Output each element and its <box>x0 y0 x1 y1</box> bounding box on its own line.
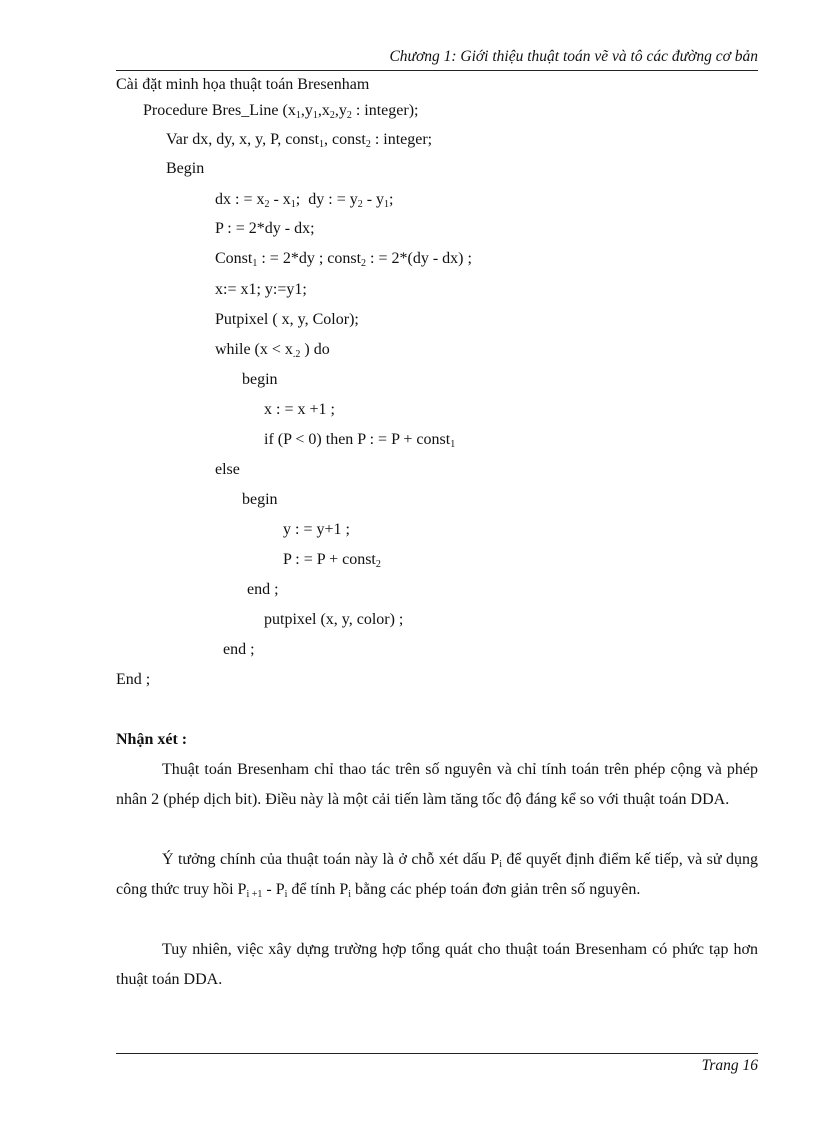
code-line-else: else <box>215 461 240 478</box>
code-line-if: if (P < 0) then P : = P + const$_1$ <box>264 431 456 450</box>
code-line-dx-dy: dx : = $x_2 - x_1$; dy : = $y_2 - y_1$; <box>215 191 394 210</box>
remarks-heading: Nhận xét : <box>116 731 188 748</box>
footer-divider <box>116 1053 758 1054</box>
remarks-paragraph-1: Thuật toán Bresenham chỉ thao tác trên số nguyên và chỉ tính toán trên phép cộng và phép nhân 2 (phép dịch bit). Điều này là một cải tiến làm tăng tốc độ đáng kể so với thuật toán DDA. <box>116 761 758 808</box>
code-intro: Cài đặt minh họa thuật toán Bresenham <box>116 76 370 93</box>
code-line-begin-2: begin <box>242 371 278 388</box>
code-line-p-update: P : = P + const$_2$ <box>283 551 381 570</box>
code-line-x-inc: x : = x +1 ; <box>264 401 335 418</box>
code-line-consts: Const$_1$ : = 2*dy ; const$_2$ : = 2*(dy - dx) ; <box>215 250 472 269</box>
code-line-end-final: End ; <box>116 671 151 688</box>
code-line-putpixel-2: putpixel (x, y, color) ; <box>264 611 404 628</box>
code-line-putpixel-1: Putpixel ( x, y, Color); <box>215 311 359 328</box>
code-line-xy-init: x:= x1; y:=y1; <box>215 281 307 298</box>
header-divider <box>116 70 758 71</box>
code-line-procedure: Procedure Bres_Line ($x_1,y_1,x_2,y_2$ : integer); <box>143 102 419 121</box>
code-line-p-init: P : = 2*dy - dx; <box>215 220 315 237</box>
code-line-while: while ($x < x_{.2}$ ) do <box>215 341 330 360</box>
remarks-paragraph-3: Tuy nhiên, việc xây dựng trường hợp tổng quát cho thuật toán Bresenham có phức tạp hơn thuật toán DDA. <box>116 941 758 988</box>
code-line-begin: Begin <box>166 160 205 177</box>
page-number: Trang 16 <box>701 1057 758 1074</box>
code-line-end-1: end ; <box>247 581 279 598</box>
remarks-paragraph-2: Ý tưởng chính của thuật toán này là ở chỗ xét dấu $P_i$ để quyết định điểm kế tiếp, và sử dụng công thức truy hồi $P_{i +1} - P_i$ để tính $P_i$ bằng các phép toán đơn giản trên số nguyên. <box>116 851 758 900</box>
code-line-end-2: end ; <box>223 641 255 658</box>
code-line-y-inc: y : = y+1 ; <box>283 521 350 538</box>
page-header: Chương 1: Giới thiệu thuật toán vẽ và tô các đường cơ bản <box>389 48 758 65</box>
code-line-begin-3: begin <box>242 491 278 508</box>
code-line-var: Var dx, dy, x, y, P, const$_1$, const$_2$ : integer; <box>166 131 433 150</box>
